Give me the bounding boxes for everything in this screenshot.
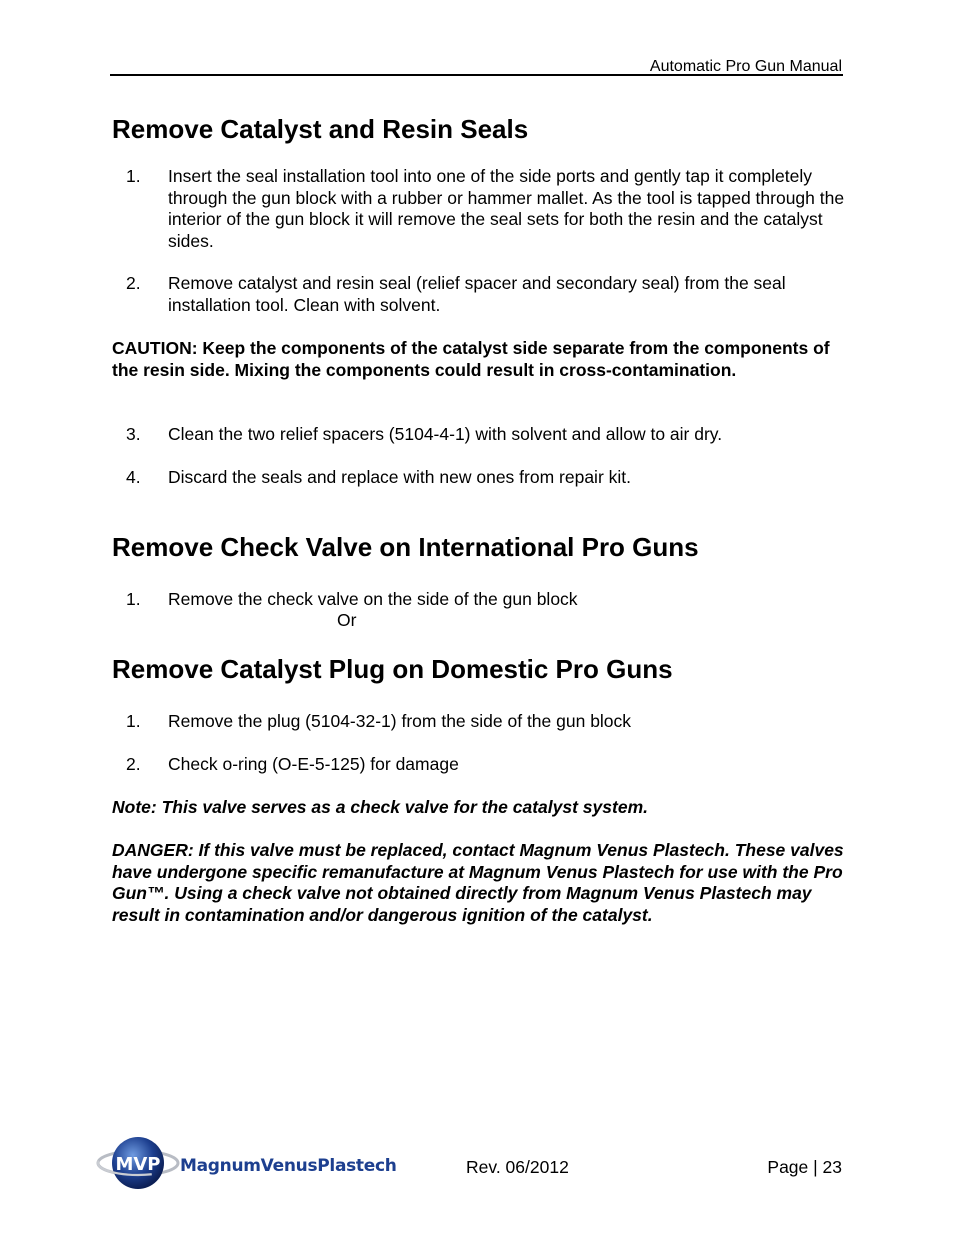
step-text: Clean the two relief spacers (5104-4-1) with solvent and allow to air dry. <box>168 424 723 444</box>
revision-date: Rev. 06/2012 <box>466 1157 569 1177</box>
step-text: Remove the plug (5104-32-1) from the side of the gun block <box>168 711 632 731</box>
step-text: Remove catalyst and resin seal (relief spacer and secondary seal) from the seal installation tool. Clean with solvent. <box>168 273 786 315</box>
page-number: Page | 23 <box>767 1157 842 1177</box>
caution-paragraph: CAUTION: Keep the components of the catalyst side separate from the components of the resin side. Mixing the components could result in cross-contamination. <box>112 338 830 380</box>
step-number: 3. <box>126 424 141 444</box>
step-text: Remove the check valve on the side of the gun block <box>168 589 578 609</box>
step-number: 1. <box>126 166 141 186</box>
logo-badge-text: MVP <box>115 1154 161 1175</box>
step-text: Check o-ring (O-E-5-125) for damage <box>168 754 459 774</box>
step-text: Insert the seal installation tool into one of the side ports and gently tap it completely through the gun block with a rubber or hammer mallet. As the tool is tapped through the interior of the gun block it will remove the seal sets for both the resin and the catalyst sides. <box>168 166 845 251</box>
danger-paragraph: DANGER: If this valve must be replaced, contact Magnum Venus Plastech. These valves have undergone specific remanufacture at Magnum Venus Plastech for use with the Pro Gun™. Using a check valve not obtained directly from Magnum Venus Plastech may result in contamination and/or dangerous ignition of the catalyst. <box>112 840 844 925</box>
step-number: 4. <box>126 467 141 487</box>
section-heading-catalyst-plug: Remove Catalyst Plug on Domestic Pro Guns <box>112 654 673 684</box>
note-paragraph: Note: This valve serves as a check valve for the catalyst system. <box>112 797 648 817</box>
step-number: 1. <box>126 589 141 609</box>
section-heading-check-valve: Remove Check Valve on International Pro Guns <box>112 532 699 562</box>
step-number: 2. <box>126 754 141 774</box>
company-logo <box>96 1132 397 1194</box>
step-number: 1. <box>126 711 141 731</box>
running-header-title: Automatic Pro Gun Manual <box>649 58 842 75</box>
header-rule <box>110 74 843 76</box>
step-number: 2. <box>126 273 141 293</box>
logo-wordmark: MagnumVenusPlastech <box>180 1156 397 1176</box>
section-heading-remove-seals: Remove Catalyst and Resin Seals <box>112 114 529 144</box>
step-text: Discard the seals and replace with new ones from repair kit. <box>168 467 631 487</box>
mvp-globe-icon <box>96 1132 186 1194</box>
or-separator: Or <box>337 610 357 630</box>
